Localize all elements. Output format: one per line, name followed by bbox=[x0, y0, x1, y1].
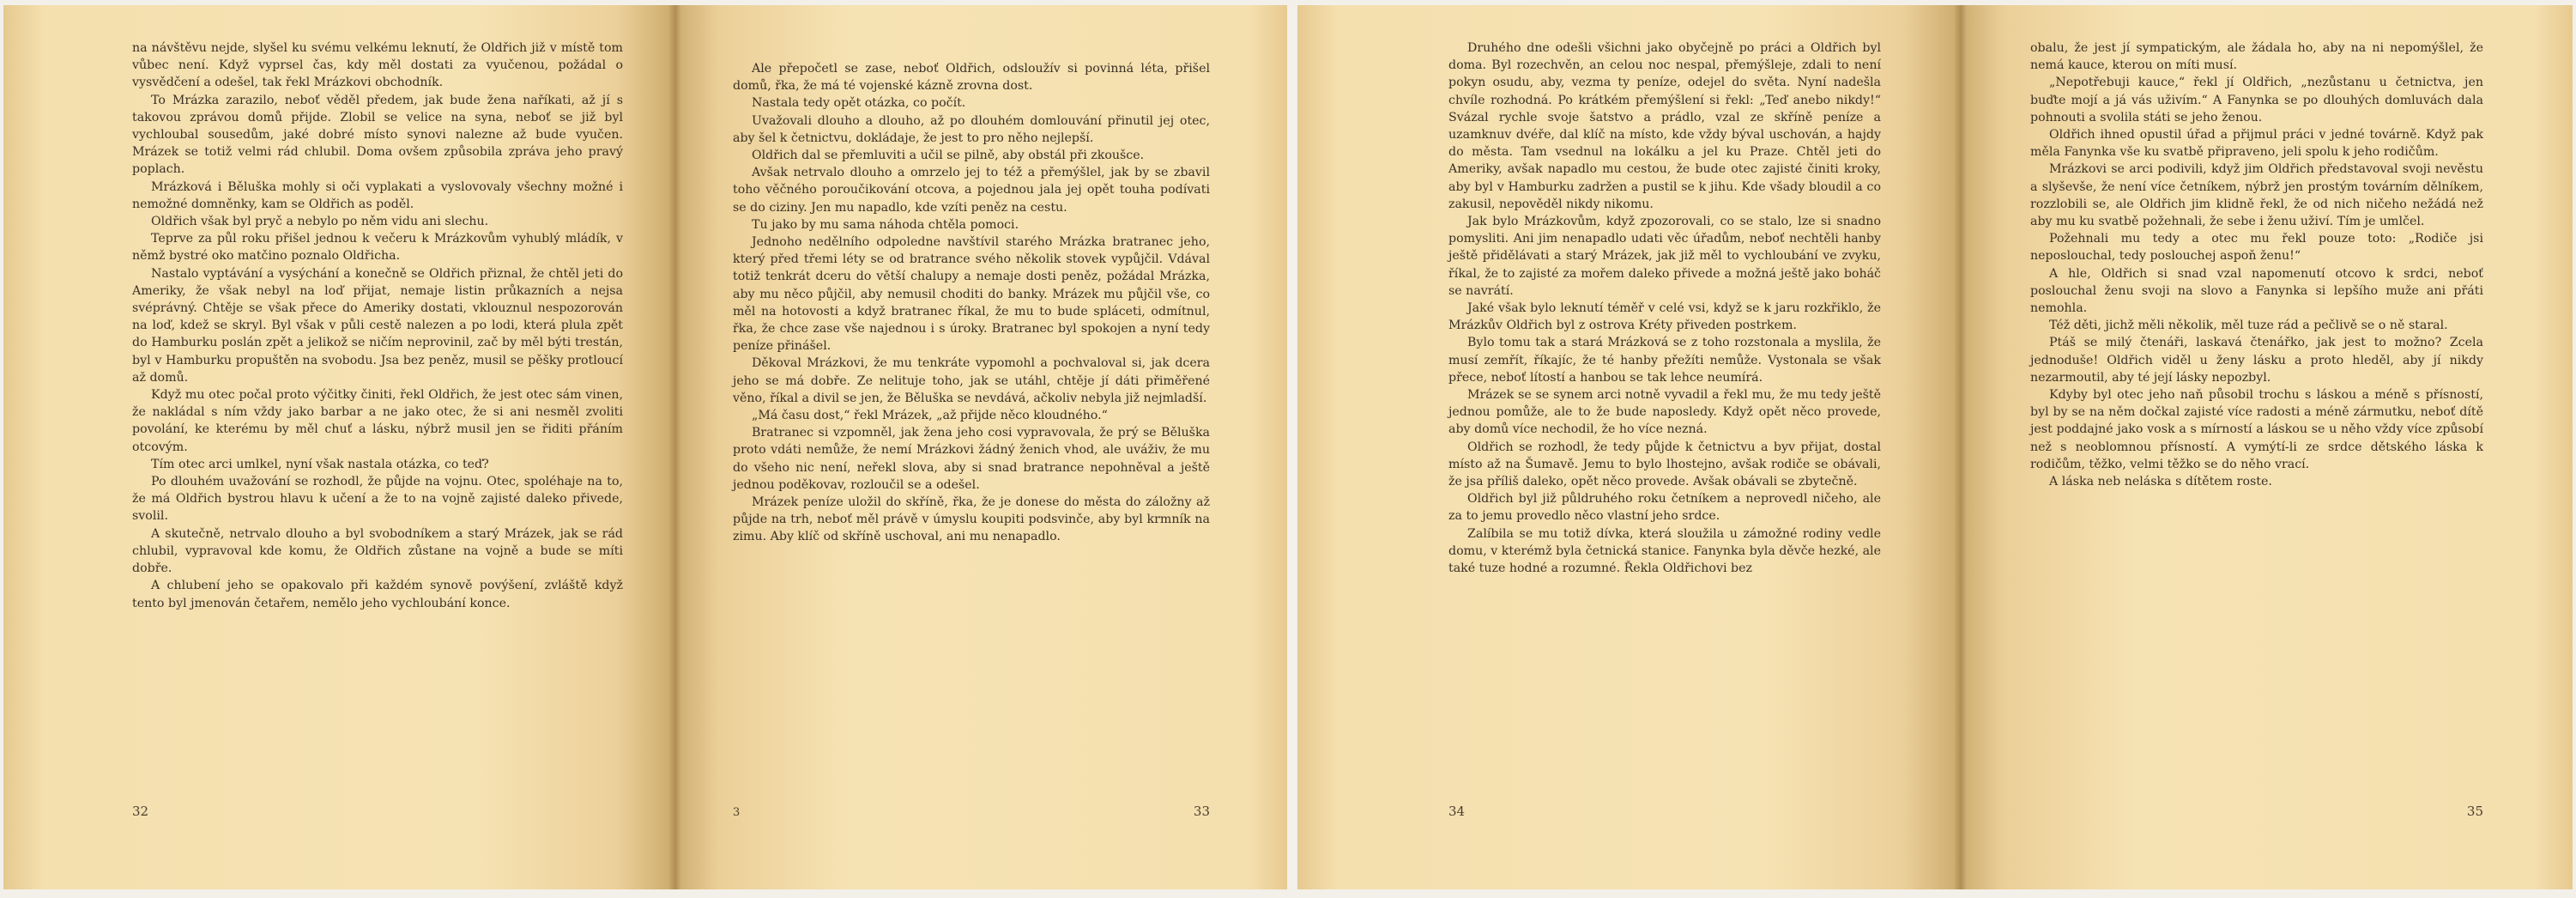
paragraph: Avšak netrvalo dlouho a omrzelo jej to též a přemýšlel, jak by se zbavil toho věčného poroučikování otcova, a pojednou jala jej opět touha podívati se do ciziny. Jen mu napadlo, kde vzíti peněz na cestu. bbox=[733, 166, 1210, 215]
paragraph: Jaké však bylo leknutí téměř v celé vsi, když se k jaru rozkřiklo, že Mrázkův Oldřich byl z ostrova Kréty přiveden postrkem. bbox=[1448, 301, 1881, 333]
page-34 bbox=[1297, 5, 1955, 889]
paragraph: Uvažovali dlouho a dlouho, až po dlouhém domlouvání přinutil jej otec, aby šel k četnictvu, dokládaje, že jest to pro něho nejlepší. bbox=[733, 113, 1210, 145]
paragraph: Požehnali mu tedy a otec mu řekl pouze toto: „Rodiče jsi neposlouchal, tedy poslouchej aspoň ženu!“ bbox=[2030, 232, 2483, 264]
paragraph: To Mrázka zarazilo, neboť věděl předem, jak bude žena naříkati, až jí s takovou zprávou domů přijde. Zlobil se velice na syna, neboť se již byl vychloubal sousedům, jaké dobré místo synovi nalezne až bude vyučen. Mrázek se totiž velmi rád chlubil. Doma ovšem způsobila zpráva jeho pravý poplach. bbox=[132, 93, 623, 177]
paragraph: Tím otec arci umlkel, nyní však nastala otázka, co teď? bbox=[151, 457, 489, 471]
paragraph: Zalíbila se mu totiž dívka, která sloužila u zámožné rodiny vedle domu, v kterémž byla četnická stanice. Fanynka byla děvče hezké, ale také tuze hodné a rozumné. Řekla Oldřichovi bez bbox=[1448, 526, 1881, 576]
page-text bbox=[1448, 39, 1881, 577]
page-text bbox=[132, 39, 623, 612]
paragraph: „Nepotřebuji kauce,“ řekl jí Oldřich, „nezůstanu u četnictva, jen buďte mojí a já vás uživím.“ A Fanynka se po dlouhých domluvách dala pohnouti a svolila státi se jeho ženou. bbox=[2030, 76, 2483, 124]
paragraph: Mrázek se se synem arci notně vyvadil a řekl mu, že mu tedy ještě jednou pomůže, ale to že bude naposledy. Když opět něco provede, aby domů více nechodil, že ho více nezná. bbox=[1448, 388, 1881, 437]
paragraph: Oldřich dal se přemluviti a učil se pilně, aby obstál při zkoušce. bbox=[752, 149, 1145, 163]
paragraph: Mrázek peníze uložil do skříně, řka, že je donese do města do záložny až půjde na trh, neboť měl právě v úmyslu koupiti podsvinče, aby byl krmník na zimu. Aby klíč od skříně uschoval, ani mu nenapadlo. bbox=[733, 495, 1210, 544]
page-35 bbox=[1955, 5, 2573, 889]
paragraph: Nastala tedy opět otázka, co počít. bbox=[752, 96, 966, 111]
paragraph: Po dlouhém uvažování se rozhodl, že půjde na vojnu. Otec, spoléhaje na to, že má Oldřich bystrou hlavu k učení a že to na vojně zajisté daleko přivede, svolil. bbox=[132, 475, 623, 524]
paragraph: Kdyby byl otec jeho naň působil trochu s láskou a méně s přísností, byl by se na něm dočkal zajisté více radosti a méně zármutku, neboť dítě jest poddajné jako vosk a s mírností a láskou se u něho vždy více způsobí než s neoblomnou přísností. A vymýtí-li ze srdce dětského láska k rodičům, těžko, velmi těžko se do něho vrací. bbox=[2030, 388, 2483, 471]
page-32 bbox=[3, 5, 669, 889]
paragraph: Jak bylo Mrázkovům, když zpozorovali, co se stalo, lze si snadno pomysliti. Ani jim nenapadlo udati věc úřadům, neboť nechtěli hanby ještě přidělávati a starý Mrázek, jak již měl to vychloubání ve zvyku, říkal, že to zajisté za mořem daleko přivede a možná ještě jako boháč se navrátí. bbox=[1448, 215, 1881, 298]
paragraph: Bratranec si vzpomněl, jak žena jeho cosi vypravovala, že prý se Běluška proto vdáti nemůže, že nemí Mrázkovi žádný ženich vhod, ale uváživ, že mu do všeho nic není, neřekl slova, aby si snad bratrance nepohněval a ještě jednou poděkovav, rozloučil se a odešel. bbox=[733, 426, 1210, 492]
paragraph: Ptáš se milý čtenáři, laskavá čtenářko, jak jest to možno? Zcela jednoduše! Oldřich viděl u ženy lásku a proto hleděl, aby jí nikdy nezarmoutil, aby té její lásky nepozbyl. bbox=[2030, 336, 2483, 385]
page-text bbox=[2030, 39, 2483, 490]
page-text bbox=[733, 60, 1210, 546]
gutter-shadow bbox=[669, 5, 681, 889]
page-number: 32 bbox=[132, 804, 149, 819]
paragraph: Druhého dne odešli všichni jako obyčejně po práci a Oldřich byl doma. Byl rozechvěn, an celou noc nespal, přemýšleje, zdali to není pokyn osudu, aby, vezma ty peníze, odejel do světa. Nyní nadešla chvíle rozhodná. Po krátkém přemýšlení si řekl: „Teď anebo nikdy!“ Svázal rychle svoje šatstvo a prádlo, vzal ze skříně peníze a uzamknuv dvéře, dal klíč na místo, kde vždy býval uschován, a hajdy do města. Tam vsednul na lokálku a jel ku Praze. Chtěl jeti do Ameriky, avšak napadlo mu cestou, že bude otec zajisté činiti kroky, aby byl v Hamburku zadržen a pustil se k jihu. Kde všady bloudil a co zakusil, nepověděl nikdy nikomu. bbox=[1448, 41, 1881, 211]
paragraph: Oldřich ihned opustil úřad a přijmul práci v jedné továrně. Když pak měla Fanynka vše ku svatbě připraveno, jeli spolu k jeho rodičům. bbox=[2030, 128, 2483, 160]
paragraph: Mrázkovi se arci podivili, když jim Oldřich představoval svoji nevěstu a slyševše, že není více četníkem, nýbrž jen prostým továrním dělníkem, rozzlobili se, ale Oldřich jim klidně řekl, že od nich ničeho nežádá než aby mu ku svatbě požehnali, že sebe i ženu uživí. Tím je umlčel. bbox=[2030, 162, 2483, 229]
paragraph: Oldřich se rozhodl, že tedy půjde k četnictvu a byv přijat, dostal místo až na Šumavě. Jemu to bylo lhostejno, avšak rodiče se obávali, že jsa příliš daleko, opět něco provede. Avšak obávali se zbytečně. bbox=[1448, 440, 1881, 489]
paragraph: na návštěvu nejde, slyšel ku svému velkému leknutí, že Oldřich již v místě tom vůbec není. Když vyprsel čas, kdy měl dostati za vyučenou, požádal o vysvědčení a odešel, tak řekl Mrázkovi obchodník. bbox=[132, 41, 623, 90]
paragraph: A skutečně, netrvalo dlouho a byl svobodníkem a starý Mrázek, jak se rád chlubil, vypravoval kde komu, že Oldřich zůstane na vojně a bude se míti dobře. bbox=[132, 526, 623, 576]
page-number: 35 bbox=[2466, 804, 2483, 819]
book-spread-right bbox=[1297, 5, 2573, 889]
paragraph: Ale přepočetl se zase, neboť Oldřich, odsloužív si povinná léta, přišel domů, řka, že má té vojenské kázně zrovna dost. bbox=[733, 62, 1210, 94]
paragraph: Mrázková i Běluška mohly si oči vyplakati a vyslovovaly všechny možné i nemožné domněnky, kam se Oldřich as poděl. bbox=[132, 179, 623, 211]
paragraph: Teprve za půl roku přišel jednou k večeru k Mrázkovům vyhublý mládík, v němž bystré oko matčino poznalo Oldřicha. bbox=[132, 232, 623, 264]
signature-mark: 3 bbox=[733, 806, 741, 819]
paragraph: „Má času dost,“ řekl Mrázek, „až přijde něco kloudného.“ bbox=[752, 409, 1108, 423]
paragraph: A láska neb neláska s dítětem roste. bbox=[2049, 475, 2272, 489]
paragraph: A hle, Oldřich si snad vzal napomenutí otcovo k srdci, neboť poslouchal ženu svoji na slovo a Fanynka si lepšího muže ani přáti nemohla. bbox=[2030, 266, 2483, 316]
page-number: 34 bbox=[1448, 804, 1466, 819]
book-spread-left bbox=[3, 5, 1287, 889]
paragraph: Jednoho nedělního odpoledne navštívil starého Mrázka bratranec jeho, který před třemi léty se od bratrance svého několik stovek vypůjčil. Vdával totiž tenkrát dceru do větší chalupy a nemaje dosti peněz, požádal Mrázka, aby mu něco půjčil, aby nemusil choditi do banky. Mrázek mu půjčil vše, co měl na hotovosti a když bratranec říkal, že mu to bude spláceti, odmítnul, řka, že chce zase vše najednou i s úroky. Bratranec byl spokojen a nyní tedy peníze přinášel. bbox=[733, 235, 1210, 354]
paragraph: A chlubení jeho se opakovalo při každém synově povýšení, zvláště když tento byl jmenován četařem, nemělo jeho vychloubání konce. bbox=[132, 579, 623, 610]
paragraph: Tu jako by mu sama náhoda chtěla pomoci. bbox=[752, 217, 1019, 232]
gutter-shadow bbox=[1955, 5, 1967, 889]
paragraph: Nastalo vyptávání a vysýchání a konečně se Oldřich přiznal, že chtěl jeti do Ameriky, že však nebyl na loď přijat, nemaje listin průkazních a nejsa svéprávný. Chtěje se však přece do Ameriky dostati, vklouznul nespozorován na loď, kdež se skryl. Byl však v půli cestě nalezen a po lodi, která plula zpět do Hamburku poslán zpět a jelikož se ničím neprovinil, zač by měl býti trestán, byl v Hamburku propuštěn na svobodu. Jsa bez peněz, musil se pěšky protloucí až domů. bbox=[132, 266, 623, 385]
paragraph: obalu, že jest jí sympatickým, ale žádala ho, aby na ni nepomýšlel, že nemá kauce, kterou on míti musí. bbox=[2030, 41, 2483, 73]
page-number: 33 bbox=[1193, 804, 1210, 819]
page-33 bbox=[669, 5, 1287, 889]
paragraph: Když mu otec počal proto výčitky činiti, řekl Oldřich, že jest otec sám vinen, že nakládal s ním vždy jako barbar a ne jako otec, že si ani nesměl zvoliti povolání, ke kterému by měl chuť a lásku, nýbrž musil jen se řiditi přáním otcovým. bbox=[132, 388, 623, 454]
paragraph: Též děti, jichž měli několik, měl tuze rád a pečlivě se o ně staral. bbox=[2049, 319, 2448, 333]
paragraph: Děkoval Mrázkovi, že mu tenkráte vypomohl a pochvaloval si, jak dcera jeho se má dobře. Ze nelituje toho, jak se utáhl, chtěje jí dáti přiměřené věno, říkal a divil se jen, že Běluška se nevdává, ačkoliv nebyla již nejmladší. bbox=[733, 356, 1210, 405]
paragraph: Oldřich byl již půldruhého roku četníkem a neprovedl ničeho, ale za to jemu provedlo něco vlastní jeho srdce. bbox=[1448, 492, 1881, 524]
paragraph: Bylo tomu tak a stará Mrázková se z toho rozstonala a myslila, že musí zemřít, říkajíc, že té hanby přežíti nemůže. Vystonala se však přece, neboť lítostí a hanbou se tak lehce neumírá. bbox=[1448, 336, 1881, 385]
paragraph: Oldřich však byl pryč a nebylo po něm vidu ani slechu. bbox=[151, 215, 489, 229]
